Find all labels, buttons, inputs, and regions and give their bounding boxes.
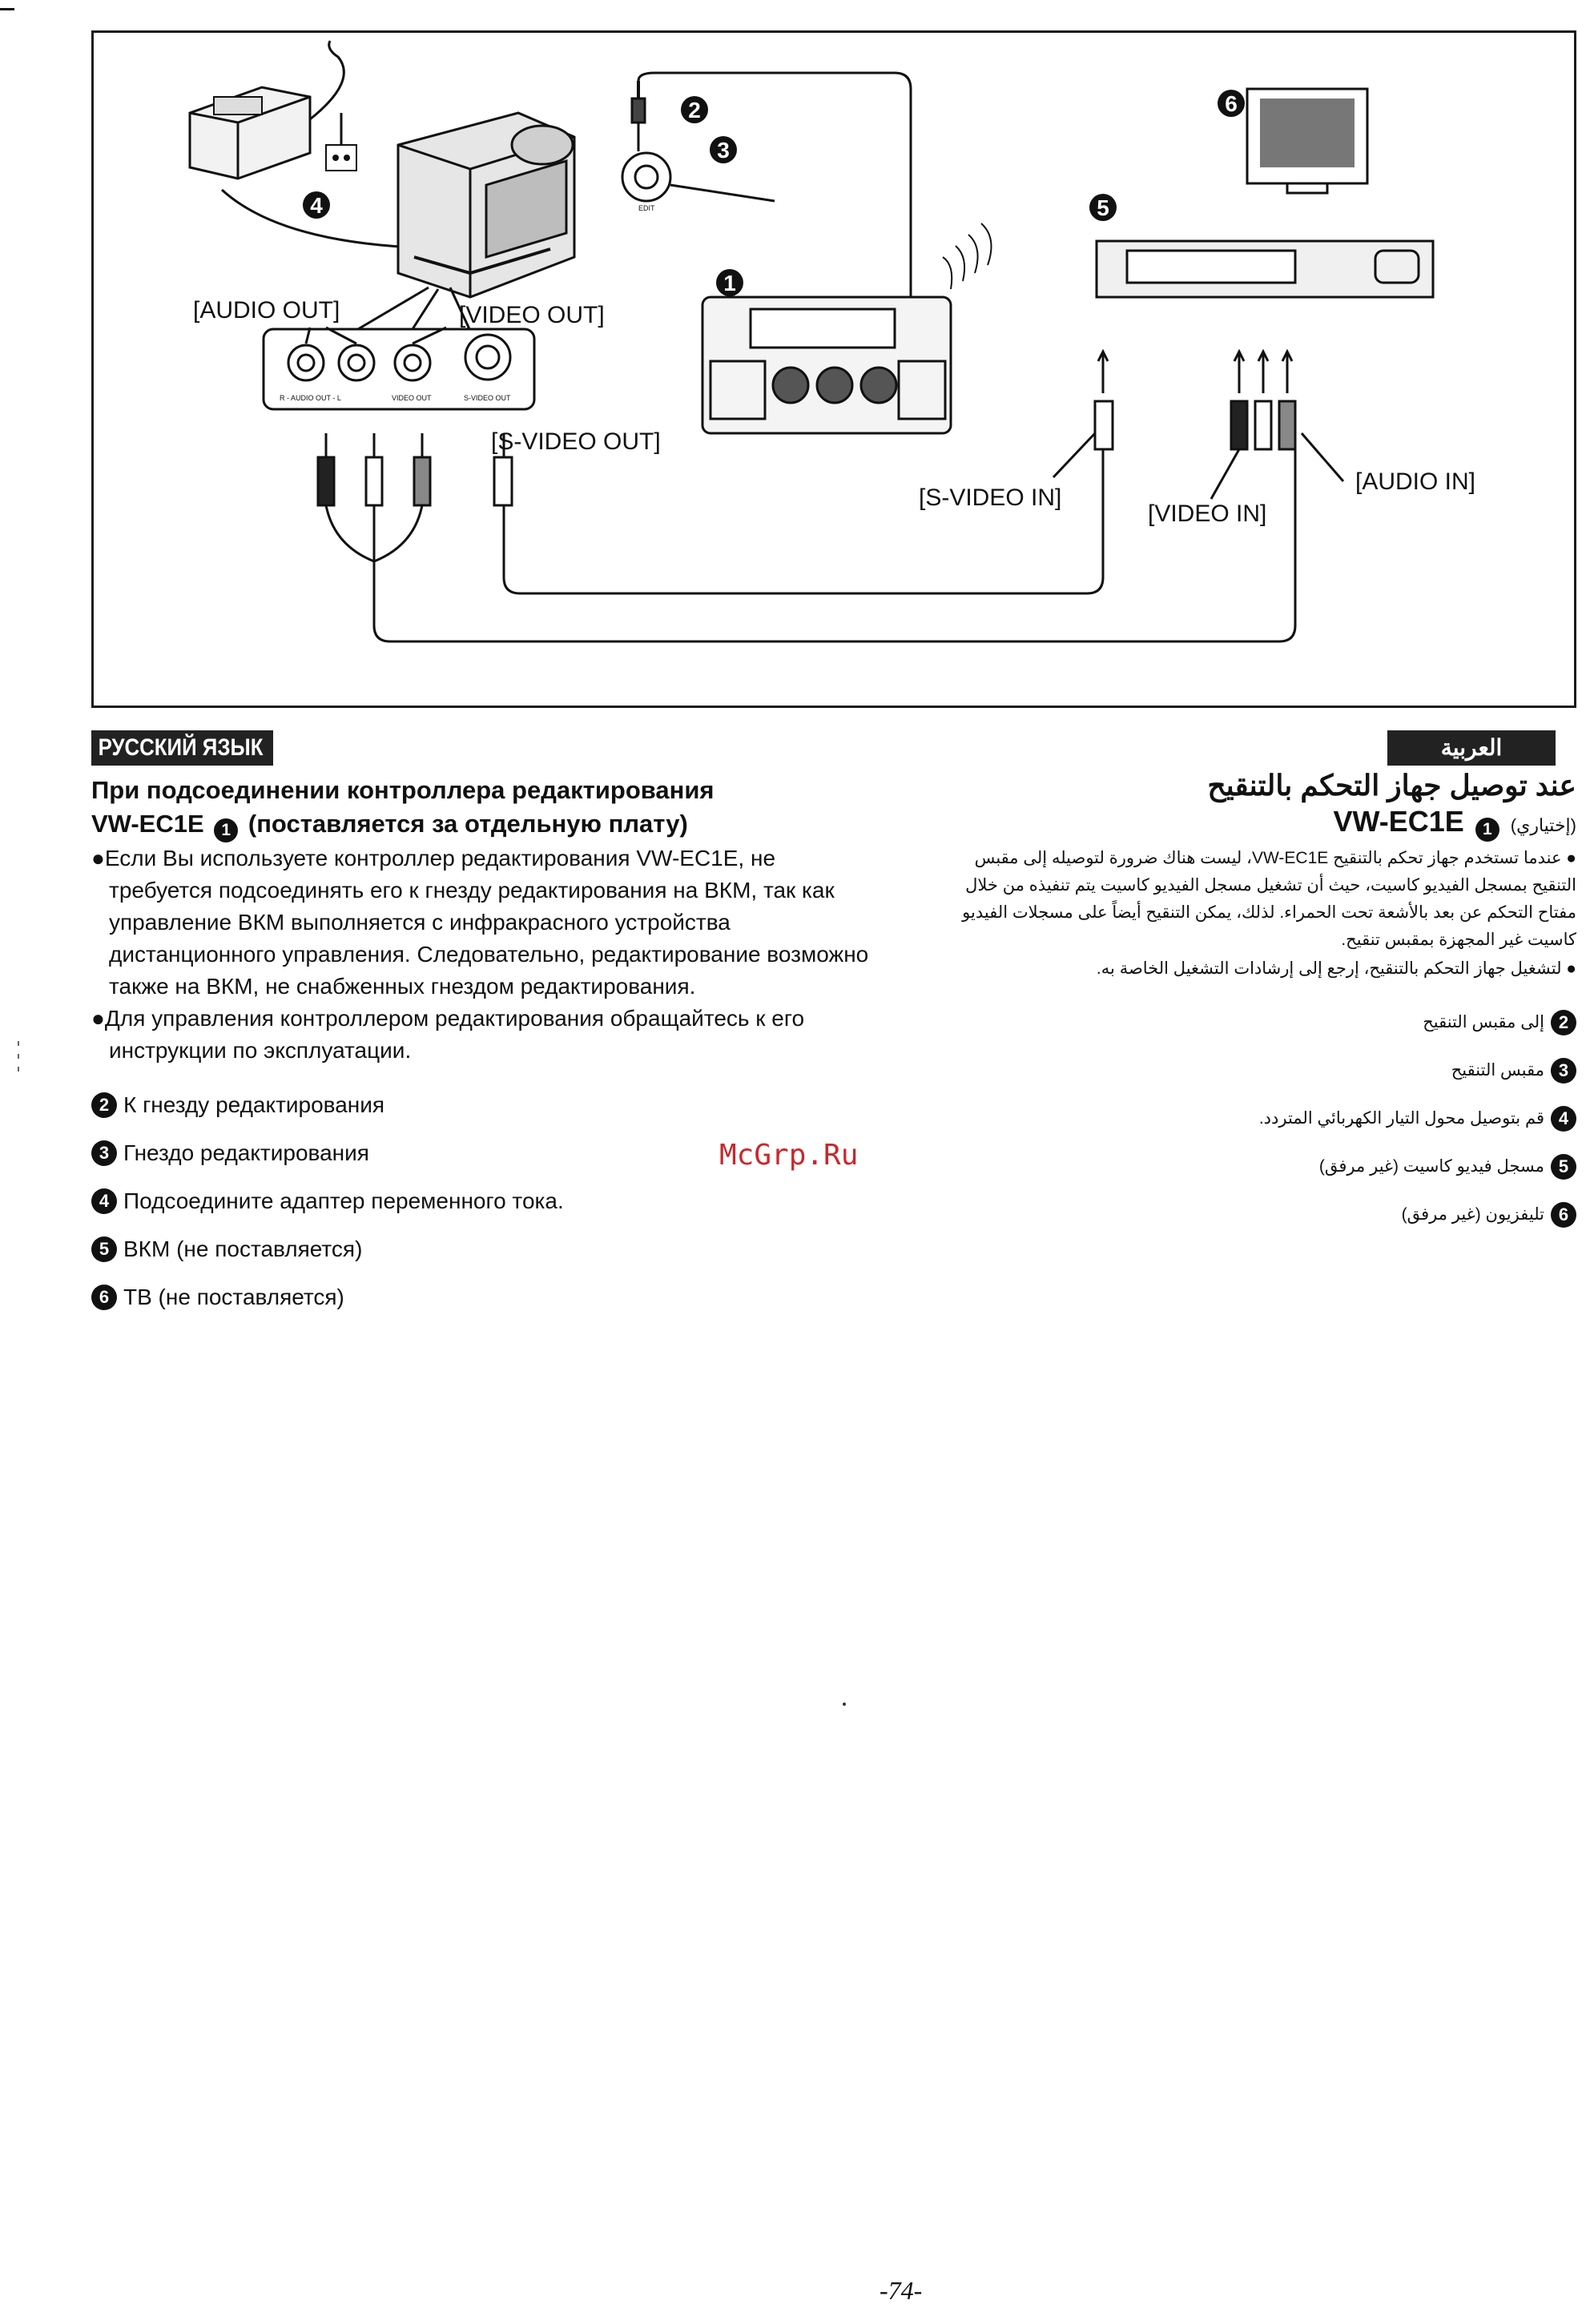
item-text: ВКМ (не поставляется): [123, 1236, 363, 1261]
callout-6: 6: [1225, 91, 1238, 116]
arabic-optional-note: (إختياري): [1510, 815, 1576, 835]
arabic-heading: عند توصيل جهاز التحكم بالتنقيح: [1207, 769, 1576, 802]
label-video-out: [VIDEO OUT]: [459, 302, 605, 328]
item-number: 6: [91, 1285, 117, 1310]
item-number: 5: [1551, 1154, 1576, 1180]
label-audio-in: [AUDIO IN]: [1355, 468, 1476, 495]
list-item: [929, 1055, 1576, 1103]
panel-label-audio-out: R - AUDIO OUT - L: [280, 394, 341, 402]
russian-paragraph-1: ●Если Вы используете контроллер редактирования VW-EC1E, не требуется подсоединять его к гнезду редактирования на ВКМ, так как управление ВКМ выполняется с инфракрасного устройства дистанционного управления. Следовательно, редактирование возможно также на ВКМ, не снабженных гнездом редактирования.: [91, 846, 869, 999]
item-text: مقبس التنقيح: [1451, 1061, 1544, 1080]
list-item: [91, 1233, 876, 1281]
list-item: [91, 1281, 876, 1329]
camcorder-illustration: [398, 113, 574, 297]
callout-5: 5: [1097, 195, 1109, 220]
russian-language-tag: РУССКИЙ ЯЗЫК: [91, 730, 273, 766]
item-text: إلى مقبس التنقيح: [1423, 1013, 1544, 1031]
callout-4: 4: [310, 193, 323, 218]
list-item: [929, 1151, 1576, 1199]
margin-tick: [18, 1067, 19, 1072]
item-number: 5: [91, 1236, 117, 1262]
print-speck: [843, 1703, 846, 1706]
page-number: -74-: [880, 2276, 923, 2305]
margin-tick: [18, 1041, 19, 1046]
arabic-subheading: [929, 804, 1576, 843]
label-video-in: [VIDEO IN]: [1148, 501, 1267, 527]
item-number: 4: [91, 1188, 117, 1214]
panel-label-video-out: VIDEO OUT: [392, 394, 432, 402]
callout-1: 1: [723, 271, 736, 296]
watermark: McGrp.Ru: [719, 1139, 859, 1172]
item-text: مسجل فيديو كاسيت (غير مرفق): [1318, 1157, 1544, 1176]
corner-crop-mark: [0, 8, 14, 10]
item-number: 3: [1551, 1058, 1576, 1084]
russian-heading-model: VW-EC1E: [91, 810, 204, 838]
margin-tick: [18, 1054, 19, 1059]
item-number: 2: [91, 1092, 117, 1118]
connection-diagram-frame: [91, 30, 1576, 708]
item-number: 3: [91, 1140, 117, 1166]
callout-3: 3: [717, 138, 730, 163]
item-number: 4: [1551, 1106, 1576, 1132]
list-item: [929, 1007, 1576, 1055]
item-number: 6: [1551, 1202, 1576, 1228]
item-text: К гнезду редактирования: [123, 1092, 385, 1117]
item-text: Гнездо редактирования: [123, 1140, 369, 1165]
edit-controller-illustration: [702, 297, 951, 433]
connection-diagram: [94, 33, 1574, 706]
arabic-paragraph-1: ● عندما تستخدم جهاز تحكم بالتنقيح VW-EC1E، ليست هناك ضرورة لتوصيله إلى مقبس التنقيح بمسجل الفيديو كاسيت، حيث أن تشغيل مسجل الفيديو كاسيت يتم تنفيذه من خلال مفتاح التحكم عن بعد بالأشعة تحت الحمراء. لذلك، يمكن التنقيح أيضاً على مسجلات الفيديو كاسيت غير المجهزة بمقبس تنقيح.: [962, 849, 1576, 949]
arabic-heading-model: VW-EC1E: [1333, 805, 1464, 838]
item-text: تليفزيون (غير مرفق): [1401, 1205, 1544, 1224]
item-text: قم بتوصيل محول التيار الكهربائي المتردد.: [1258, 1109, 1544, 1128]
arabic-heading-number: 1: [1475, 818, 1499, 842]
russian-heading-number: 1: [214, 818, 238, 842]
list-item: [91, 1185, 876, 1233]
item-number: 2: [1551, 1010, 1576, 1035]
callout-2: 2: [688, 98, 701, 123]
label-s-video-in: [S-VIDEO IN]: [919, 485, 1062, 511]
russian-section: [91, 774, 876, 1329]
list-item: [929, 1199, 1576, 1247]
list-item: [91, 1089, 876, 1137]
vcr-illustration: [1097, 241, 1433, 297]
russian-heading-line2: [91, 807, 876, 842]
russian-heading-line1: При подсоединении контроллера редактирования: [91, 776, 714, 804]
label-s-video-out: [S-VIDEO OUT]: [491, 428, 661, 455]
item-text: Подсоедините адаптер переменного тока.: [123, 1188, 564, 1213]
item-text: ТВ (не поставляется): [123, 1285, 344, 1309]
panel-label-s-video-out: S-VIDEO OUT: [464, 394, 511, 402]
arabic-section: [929, 767, 1576, 1247]
arabic-item-list: [929, 1007, 1576, 1247]
wall-plug-icon: [326, 145, 356, 171]
edit-jack-label: EDIT: [638, 204, 655, 212]
list-item: [929, 1103, 1576, 1151]
russian-item-list: [91, 1089, 876, 1329]
arabic-paragraph-2: ● لتشغيل جهاز التحكم بالتنقيح، إرجع إلى إرشادات التشغيل الخاصة به.: [1096, 959, 1576, 978]
tv-illustration: [1247, 89, 1367, 193]
ac-adapter-illustration: [190, 87, 310, 179]
russian-heading-note: (поставляется за отдельную плату): [248, 810, 688, 838]
arabic-language-tag: العربية: [1387, 730, 1556, 766]
label-audio-out: [AUDIO OUT]: [193, 297, 340, 324]
russian-paragraph-2: ●Для управления контроллером редактирования обращайтесь к его инструкции по эксплуатации.: [91, 1006, 805, 1063]
